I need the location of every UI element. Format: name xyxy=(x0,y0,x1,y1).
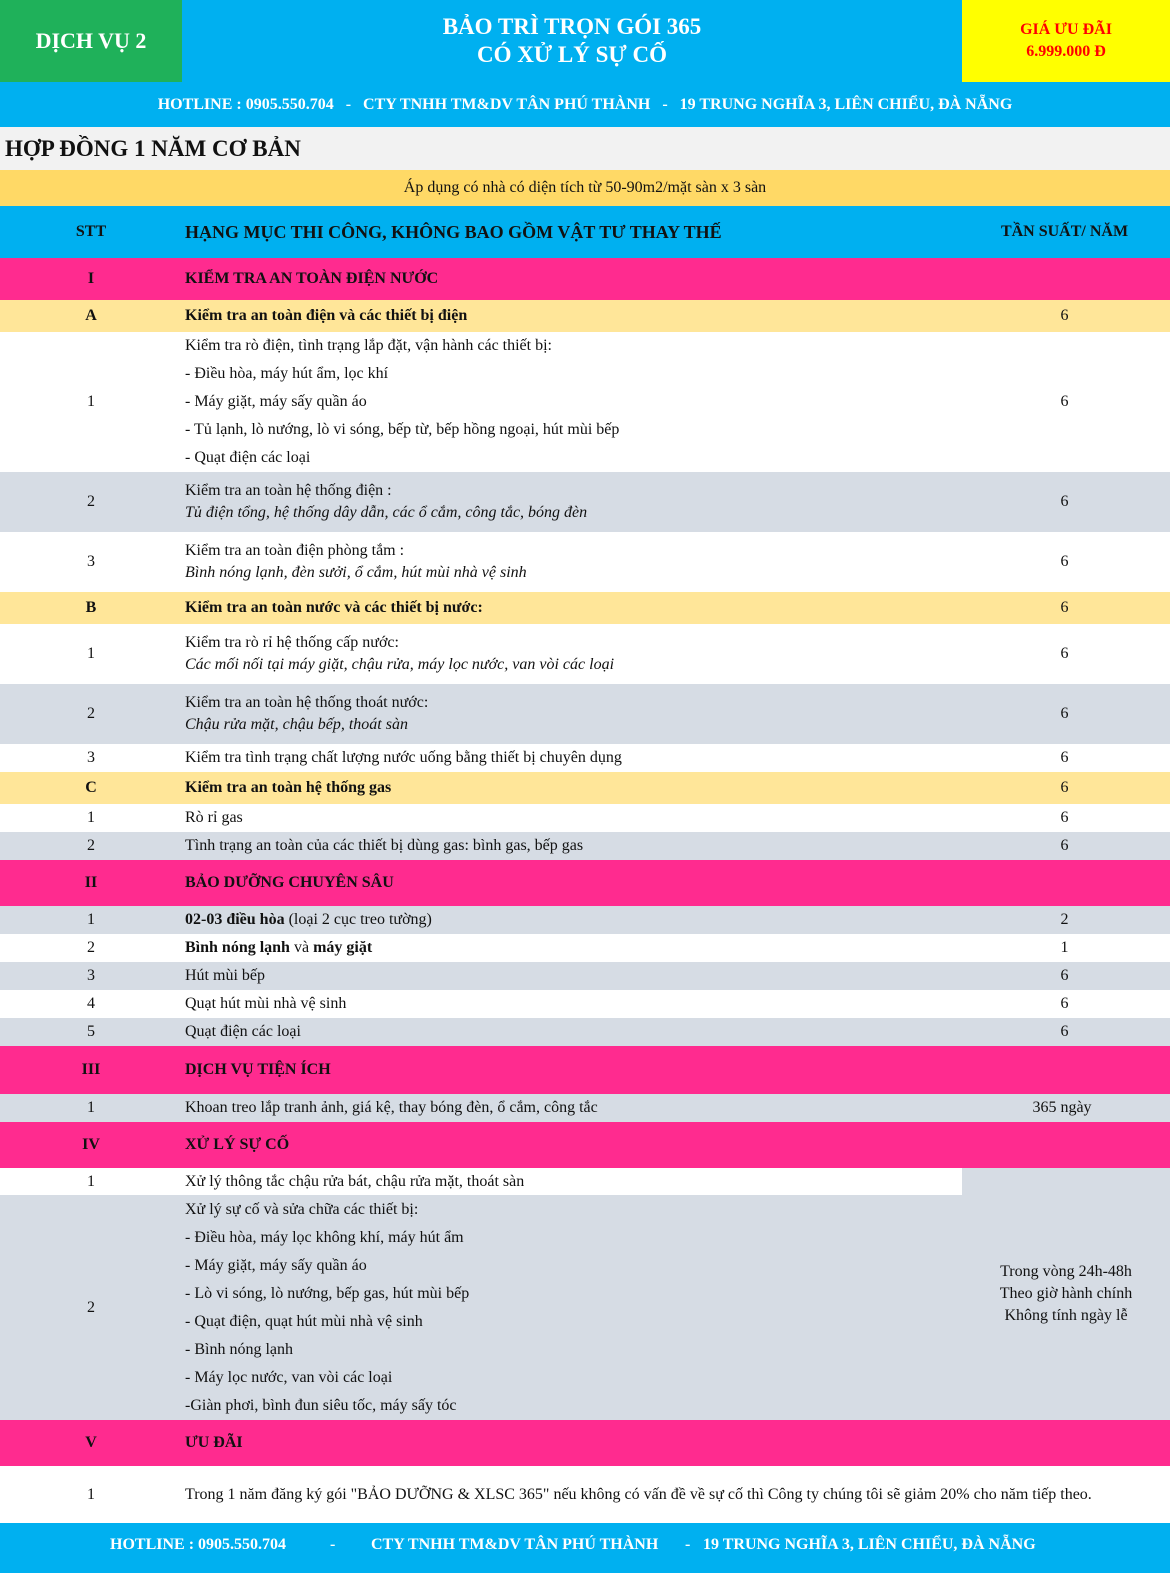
response-time-line: Theo giờ hành chính xyxy=(999,1285,1133,1302)
contract-title-text: HỢP ĐỒNG 1 NĂM CƠ BẢN xyxy=(5,135,301,161)
row-stt: 3 xyxy=(87,967,95,984)
row-frequency: 6 xyxy=(1060,599,1069,616)
row-item: Hút mùi bếp xyxy=(185,967,265,984)
table-row xyxy=(0,1168,962,1195)
row-stt: 2 xyxy=(87,939,95,956)
contract-scope xyxy=(0,170,1170,206)
section-number: III xyxy=(81,1061,101,1078)
table-row xyxy=(0,990,1170,1018)
section-number: V xyxy=(85,1434,97,1451)
row-frequency: 6 xyxy=(1060,553,1069,570)
section-row xyxy=(0,258,1170,300)
subsection-row xyxy=(0,772,1170,804)
row-item-line: - Điều hòa, máy lọc không khí, máy hút ẩm xyxy=(185,1228,464,1246)
section-title: BẢO DƯỠNG CHUYÊN SÂU xyxy=(185,874,394,891)
table-row xyxy=(0,832,1170,860)
section-title: XỬ LÝ SỰ CỐ xyxy=(185,1136,290,1153)
row-frequency: 365 ngày xyxy=(1032,1099,1092,1116)
service-badge-label: DỊCH VỤ 2 xyxy=(35,28,147,53)
row-item-line: - Máy giặt, máy sấy quần áo xyxy=(185,1256,367,1274)
row-frequency: 6 xyxy=(1060,307,1069,324)
row-item-line: Kiểm tra an toàn điện phòng tắm : xyxy=(185,542,405,559)
contract-title xyxy=(0,127,1170,170)
row-frequency: 6 xyxy=(1060,749,1069,766)
row-item-detail: Các mối nối tại máy giặt, chậu rửa, máy lọc nước, van vòi các loại xyxy=(185,656,615,673)
row-stt: 1 xyxy=(87,809,95,826)
row-item xyxy=(185,332,955,472)
footer-separator: - xyxy=(330,1536,336,1553)
row-stt: 1 xyxy=(87,1099,95,1116)
footer-hotline: HOTLINE : 0905.550.704 xyxy=(110,1536,287,1553)
row-item: Khoan treo lắp tranh ảnh, giá kệ, thay bóng đèn, ổ cắm, công tắc xyxy=(185,1099,598,1116)
row-item-line: -Giàn phơi, bình đun siêu tốc, máy sấy tóc xyxy=(185,1396,457,1414)
table-row xyxy=(0,624,1170,684)
row-item-line: - Quạt điện, quạt hút mùi nhà vệ sinh xyxy=(185,1312,423,1330)
row-item: Tình trạng an toàn của các thiết bị dùng gas: bình gas, bếp gas xyxy=(185,837,584,854)
row-item-line: Kiểm tra rò điện, tình trạng lắp đặt, vận hành các thiết bị: xyxy=(185,337,552,354)
hotline-bar-text: HOTLINE : 0905.550.704 - CTY TNHH TM&DV TÂN PHÚ THÀNH - 19 TRUNG NGHĨA 3, LIÊN CHIỂU, ĐÀ NẴNG xyxy=(157,95,1013,113)
row-frequency: 6 xyxy=(1060,1023,1069,1040)
row-stt: 1 xyxy=(87,1172,95,1190)
response-time-line: Không tính ngày lễ xyxy=(1004,1307,1128,1324)
table-row xyxy=(0,1094,1170,1122)
row-frequency: 6 xyxy=(1060,645,1069,662)
row-item-bold: 02-03 điều hòa xyxy=(185,911,285,928)
row-item xyxy=(185,684,955,744)
section-row xyxy=(0,1046,1170,1094)
price-box xyxy=(962,0,1170,82)
row-item xyxy=(185,532,955,592)
row-item-detail: Bình nóng lạnh, đèn sưởi, ổ cắm, hút mùi nhà vệ sinh xyxy=(185,564,527,581)
row-item-detail: Chậu rửa mặt, chậu bếp, thoát sàn xyxy=(185,716,408,733)
row-item-line: Kiểm tra rò rỉ hệ thống cấp nước: xyxy=(185,634,399,651)
section-title: DỊCH VỤ TIỆN ÍCH xyxy=(185,1061,331,1078)
section-number: II xyxy=(84,874,98,891)
section-row xyxy=(0,1122,1170,1168)
contract-scope-text: Áp dụng có nhà có diện tích từ 50-90m2/mặt sàn x 3 sàn xyxy=(403,179,767,196)
row-stt: 2 xyxy=(87,493,95,510)
row-stt: 1 xyxy=(87,911,95,928)
table-row xyxy=(0,906,1170,934)
table-row xyxy=(0,934,1170,962)
section-number: IV xyxy=(82,1136,100,1153)
title-line-1: BẢO TRÌ TRỌN GÓI 365 xyxy=(442,14,702,39)
service-badge xyxy=(0,0,182,82)
row-item: Quạt điện các loại xyxy=(185,1023,301,1040)
row-frequency: 6 xyxy=(1060,779,1069,796)
row-frequency: 6 xyxy=(1060,705,1069,722)
row-item: Kiểm tra tình trạng chất lượng nước uống bằng thiết bị chuyên dụng xyxy=(185,749,622,766)
row-frequency: 6 xyxy=(1060,393,1069,410)
col-header-stt: STT xyxy=(75,223,107,240)
row-stt: 5 xyxy=(87,1023,95,1040)
table-row xyxy=(0,332,1170,472)
row-item-bold: Bình nóng lạnh xyxy=(185,939,290,956)
row-item-line: Xử lý sự cố và sửa chữa các thiết bị: xyxy=(185,1200,419,1218)
row-item-line: - Điều hòa, máy hút ẩm, lọc khí xyxy=(185,365,389,382)
section-title: KIỂM TRA AN TOÀN ĐIỆN NƯỚC xyxy=(185,270,439,287)
hotline-bar xyxy=(0,82,1170,127)
col-header-frequency: TẦN SUẤT/ NĂM xyxy=(1000,223,1129,240)
row-frequency: 1 xyxy=(1060,939,1069,956)
section-number: I xyxy=(87,270,95,287)
row-frequency: 2 xyxy=(1060,911,1069,928)
section-row xyxy=(0,860,1170,906)
row-stt: 1 xyxy=(87,645,95,662)
row-frequency: 6 xyxy=(1060,809,1069,826)
row-item-line: Kiểm tra an toàn hệ thống điện : xyxy=(185,482,392,499)
page-title xyxy=(182,0,962,82)
row-stt: B xyxy=(85,599,97,616)
row-stt: 2 xyxy=(87,705,95,722)
table-row xyxy=(0,1195,962,1420)
row-item xyxy=(185,624,955,684)
row-stt: 3 xyxy=(87,749,95,766)
row-item xyxy=(185,472,955,532)
footer-address: 19 TRUNG NGHĨA 3, LIÊN CHIỂU, ĐÀ NẴNG xyxy=(703,1536,1036,1553)
row-item: Quạt hút mùi nhà vệ sinh xyxy=(185,995,347,1012)
row-item: Xử lý thông tắc chậu rửa bát, chậu rửa mặt, thoát sàn xyxy=(185,1172,525,1190)
table-row xyxy=(0,532,1170,592)
row-item xyxy=(185,1195,955,1420)
table-row xyxy=(0,744,1170,772)
row-frequency: 6 xyxy=(1060,493,1069,510)
footer-bar xyxy=(0,1523,1170,1573)
row-item-rest: (loại 2 cục treo tường) xyxy=(284,911,432,928)
row-item-line: - Quạt điện các loại xyxy=(185,449,311,466)
row-frequency: 6 xyxy=(1060,967,1069,984)
row-item-bold: máy giặt xyxy=(313,939,373,956)
row-item xyxy=(185,906,955,934)
footer-company: CTY TNHH TM&DV TÂN PHÚ THÀNH xyxy=(371,1536,659,1553)
row-stt: 2 xyxy=(87,1298,95,1316)
row-stt: 2 xyxy=(87,837,95,854)
table-row xyxy=(0,472,1170,532)
row-item-line: - Máy lọc nước, van vòi các loại xyxy=(185,1368,393,1386)
section-row xyxy=(0,1420,1170,1466)
table-row xyxy=(0,962,1170,990)
row-stt: C xyxy=(85,779,97,796)
row-item: Rò rỉ gas xyxy=(185,809,243,826)
subsection-row xyxy=(0,592,1170,624)
table-header xyxy=(0,206,1170,258)
table-row xyxy=(0,1018,1170,1046)
response-time-line: Trong vòng 24h-48h xyxy=(1000,1263,1132,1280)
table-row xyxy=(0,1466,1170,1523)
row-item: Trong 1 năm đăng ký gói "BẢO DƯỠNG & XLSC 365" nếu không có vấn đề về sự cố thì Công ty chúng tôi sẽ giảm 20% cho năm tiếp theo. xyxy=(185,1485,1092,1503)
row-stt: 3 xyxy=(87,553,95,570)
row-frequency: 6 xyxy=(1060,995,1069,1012)
row-item: Kiểm tra an toàn hệ thống gas xyxy=(185,779,392,796)
row-item-line: Kiểm tra an toàn hệ thống thoát nước: xyxy=(185,694,429,711)
row-stt: A xyxy=(85,307,97,324)
footer-separator: - xyxy=(685,1536,691,1553)
incident-response-time xyxy=(962,1168,1170,1420)
price-label: GIÁ ƯU ĐÃI xyxy=(1020,21,1112,38)
row-item xyxy=(185,934,955,962)
row-item-detail: Tủ điện tổng, hệ thống dây dẫn, các ổ cắm, công tắc, bóng đèn xyxy=(185,504,588,521)
row-item-line: - Tủ lạnh, lò nướng, lò vi sóng, bếp từ, bếp hồng ngoại, hút mùi bếp xyxy=(185,421,620,438)
price-value: 6.999.000 Đ xyxy=(1026,43,1106,60)
row-item-line: - Bình nóng lạnh xyxy=(185,1340,293,1358)
row-stt: 1 xyxy=(87,1485,95,1503)
table-row xyxy=(0,684,1170,744)
subsection-row xyxy=(0,300,1170,332)
row-item-line: - Máy giặt, máy sấy quần áo xyxy=(185,393,367,410)
section-title: ƯU ĐÃI xyxy=(185,1434,243,1451)
row-stt: 4 xyxy=(87,995,95,1012)
row-item: Kiểm tra an toàn nước và các thiết bị nước: xyxy=(185,599,483,616)
col-header-item: HẠNG MỤC THI CÔNG, KHÔNG BAO GỒM VẬT TƯ THAY THẾ xyxy=(185,221,722,242)
row-item: Kiểm tra an toàn điện và các thiết bị điện xyxy=(185,307,468,324)
row-item-line: - Lò vi sóng, lò nướng, bếp gas, hút mùi bếp xyxy=(185,1284,470,1302)
title-line-2: CÓ XỬ LÝ SỰ CỐ xyxy=(477,42,667,67)
table-row xyxy=(0,804,1170,832)
row-item-mid: và xyxy=(289,939,314,956)
row-frequency: 6 xyxy=(1060,837,1069,854)
row-stt: 1 xyxy=(87,393,95,410)
